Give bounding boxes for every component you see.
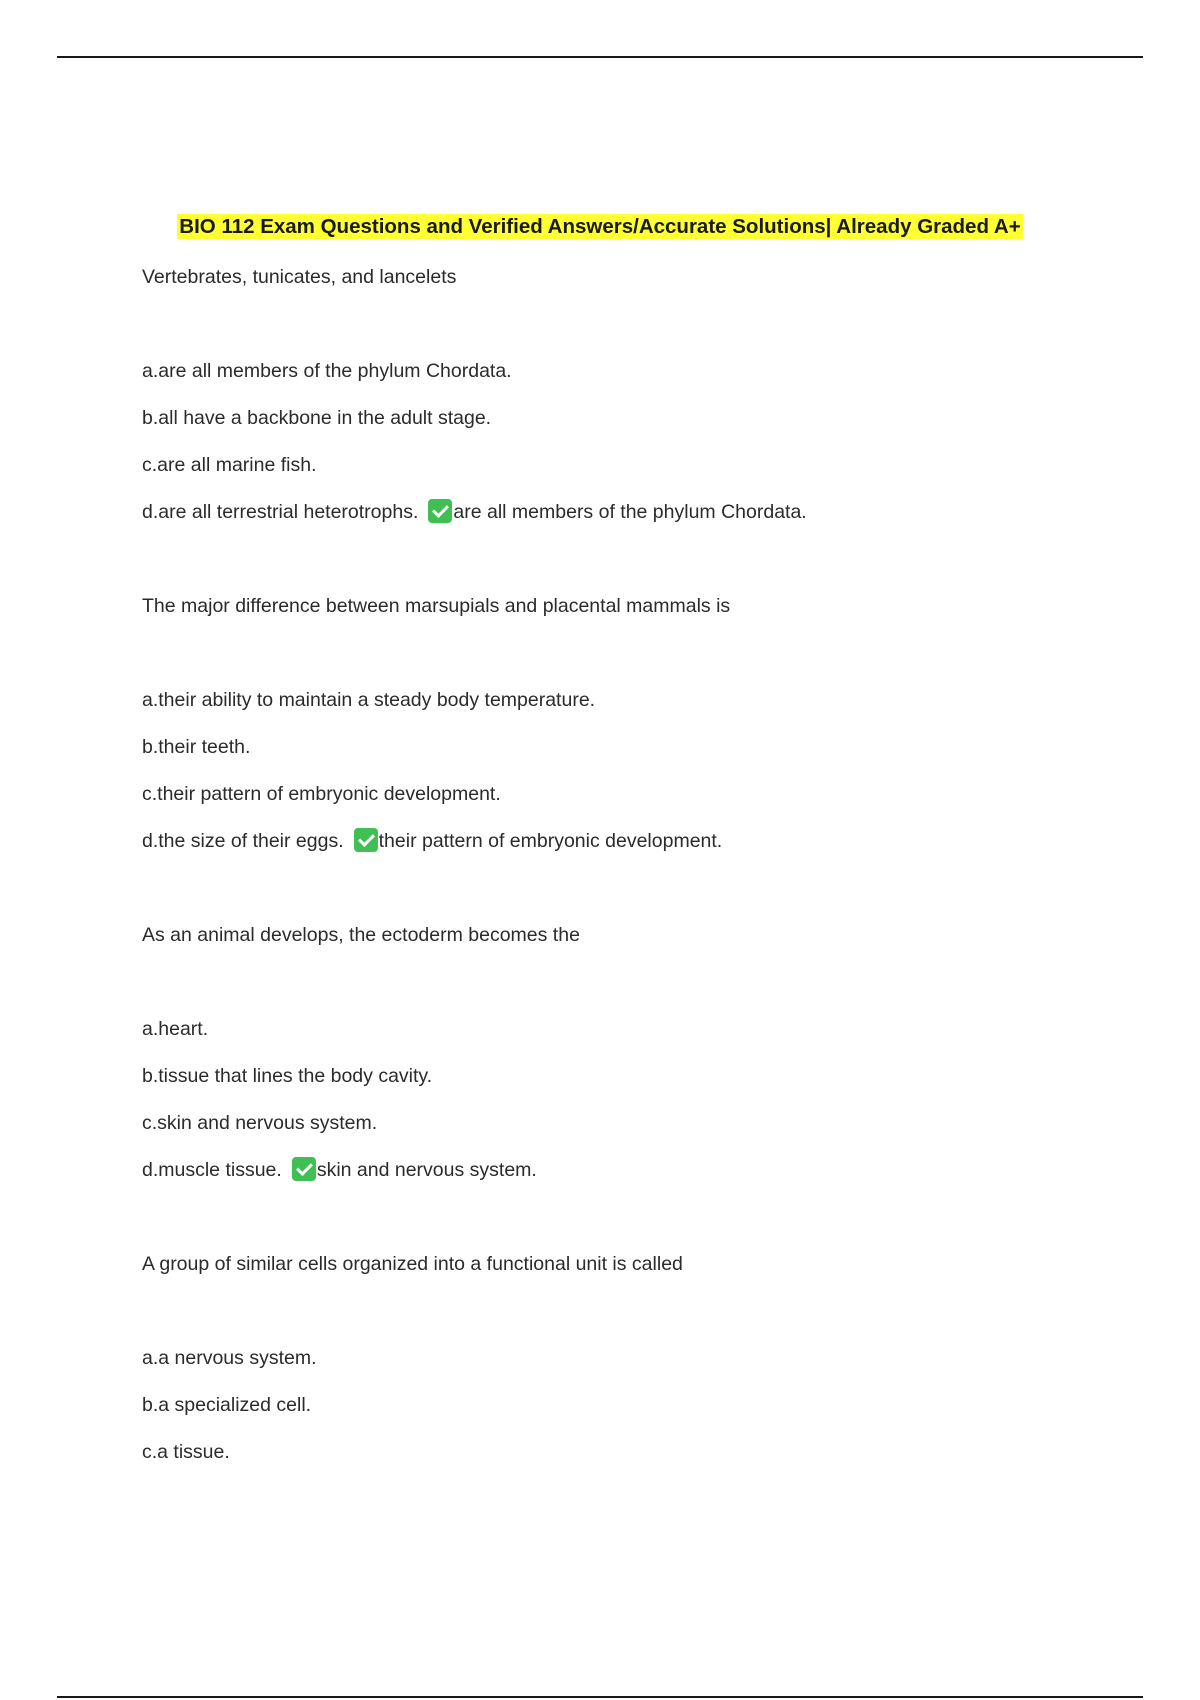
answer-option: a.are all members of the phylum Chordata. <box>142 360 512 382</box>
answer-option: c.their pattern of embryonic development. <box>142 783 501 805</box>
question-stem: The major difference between marsupials and placental mammals is <box>142 595 731 617</box>
question-stem: Vertebrates, tunicates, and lancelets <box>142 266 457 288</box>
answer-option: d.the size of their eggs. <box>142 830 344 852</box>
answer-option-line <box>142 497 1102 527</box>
answer-option: a.a nervous system. <box>142 1347 317 1369</box>
answer-option: b.their teeth. <box>142 736 251 758</box>
answer-option: c.skin and nervous system. <box>142 1112 378 1134</box>
page-title-text: BIO 112 Exam Questions and Verified Answers/Accurate Solutions| Already Graded A+ <box>179 215 1021 238</box>
correct-answer: are all members of the phylum Chordata. <box>453 501 807 523</box>
answer-option: b.a specialized cell. <box>142 1394 312 1416</box>
answer-option-line <box>142 1155 1102 1185</box>
bottom-divider <box>57 1696 1143 1698</box>
answer-option: a.their ability to maintain a steady body temperature. <box>142 689 596 711</box>
page-title <box>0 214 1200 240</box>
correct-answer: skin and nervous system. <box>316 1159 537 1181</box>
answer-option: c.are all marine fish. <box>142 454 317 476</box>
question-stem: A group of similar cells organized into a functional unit is called <box>142 1253 683 1275</box>
check-icon <box>428 499 452 523</box>
answer-option: b.all have a backbone in the adult stage. <box>142 407 492 429</box>
check-icon <box>292 1157 316 1181</box>
answer-option-line <box>142 826 1102 856</box>
correct-answer: their pattern of embryonic development. <box>378 830 723 852</box>
answer-option: d.muscle tissue. <box>142 1159 282 1181</box>
check-icon <box>354 828 378 852</box>
question-stem: As an animal develops, the ectoderm becomes the <box>142 924 580 946</box>
answer-option: c.a tissue. <box>142 1441 230 1463</box>
top-divider <box>57 56 1143 58</box>
answer-option: d.are all terrestrial heterotrophs. <box>142 501 419 523</box>
answer-option: a.heart. <box>142 1018 209 1040</box>
document-body <box>142 262 1102 1484</box>
answer-option: b.tissue that lines the body cavity. <box>142 1065 433 1087</box>
